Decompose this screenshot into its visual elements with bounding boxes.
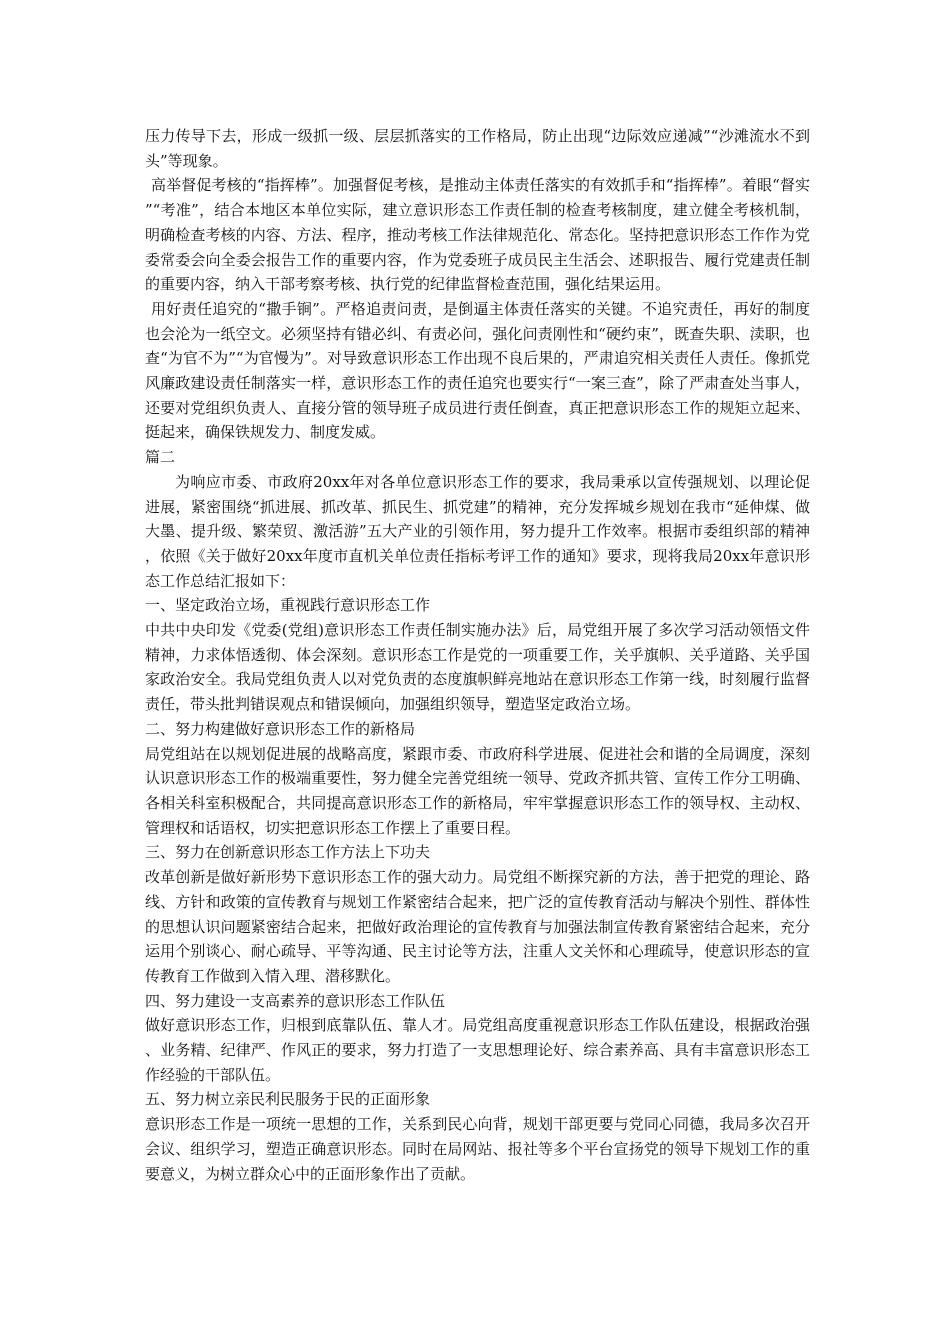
heading-innovation: 三、努力在创新意识形态工作方法上下功夫 [145,843,431,862]
heading-public-image: 五、努力树立亲民利民服务于民的正面形象 [145,1090,431,1109]
paragraph-public-image: 意识形态工作是一项统一思想的工作，关系到民心向背，规划干部更要与党同心同德，我局多次召开会议、组织学习，塑造正确意识形态。同时在局网站、报社等多个平台宣扬党的领导下规划工作的重要意义，为树立群众心中的正面形象作出了贡献。 [145,1115,810,1183]
paragraph-innovation: 改革创新是做好新形势下意识形态工作的强大动力。局党组不断探究新的方法，善于把党的理论、路线、方针和政策的宣传教育与规划工作紧密结合起来，把广泛的宣传教育活动与解决个别性、群体性的思想认识问题紧密结合起来，把做好政治理论的宣传教育与加强法制宣传教育紧密结合起来，充分运用个别谈心、耐心疏导、平等沟通、民主讨论等方法，注重人文关怀和心理疏导，使意识形态的宣传教育工作做到入情入理、潜移默化。 [145,868,810,985]
paragraph-supervision-assessment: 高举督促考核的“指挥棒”。加强督促考核，是推动主体责任落实的有效抓手和“指挥棒”。着眼“督实”“考准”，结合本地区本单位实际，建立意识形态工作责任制的检查考核制度，建立健全考核机制，明确检查考核的内容、方法、程序，推动考核工作法律规范化、常态化。坚持把意识形态工作作为党委常委会向全委会报告工作的重要内容，作为党委班子成员民主生活会、述职报告、履行党建责任制的重要内容，纳入干部考察考核、执行党的纪律监督检查范围，强化结果运用。 [145,176,810,294]
heading-political-stance: 一、坚定政治立场，重视践行意识形态工作 [145,596,431,615]
document-body [145,124,810,1186]
paragraph-pressure-transmission: 压力传导下去，形成一级抓一级、层层抓落实的工作格局，防止出现“边际效应递减”“沙滩流水不到头”等现象。 [145,127,810,170]
paragraph-new-pattern: 局党组站在以规划促进展的战略高度，紧跟市委、市政府科学进展、促进社会和谐的全局调度，深刻认识意识形态工作的极端重要性，努力健全完善党组统一领导、党政齐抓共管、宣传工作分工明确、各相关科室积极配合，共同提高意识形态工作的新格局，牢牢掌握意识形态工作的领导权、主动权、管理权和话语权，切实把意识形态工作摆上了重要日程。 [145,744,810,837]
paragraph-team-building: 做好意识形态工作，归根到底靠队伍、靠人才。局党组高度重视意识形态工作队伍建设，根据政治强、业务精、纪律严、作风正的要求，努力打造了一支思想理论好、综合素养高、具有丰富意识形态工作经验的干部队伍。 [145,1016,810,1084]
paragraph-accountability: 用好责任追究的“撒手锏”。严格追责问责，是倒逼主体责任落实的关键。不追究责任，再好的制度也会沦为一纸空文。必须坚持有错必纠、有责必问，强化问责刚性和“硬约束”，既查失职、渎职，也查“为官不为”“为官慢为”。对导致意识形态工作出现不良后果的，严肃追究相关责任人责任。像抓党风廉政建设责任制落实一样，意识形态工作的责任追究也要实行“一案三查”，除了严肃查处当事人，还要对党组织负责人、直接分管的领导班子成员进行责任倒查，真正把意识形态工作的规矩立起来、挺起来，确保铁规发力、制度发威。 [145,299,810,442]
heading-new-pattern: 二、努力构建做好意识形态工作的新格局 [145,719,416,738]
paragraph-intro: 为响应市委、市政府20xx年对各单位意识形态工作的要求，我局秉承以宣传强规划、以理论促进展，紧密围绕“抓进展、抓改革、抓民生、抓党建”的精神，充分发挥城乡规划在我市“延伸煤、做大墨、提升级、繁荣贸、激活游”五大产业的引领作用，努力提升工作效率。根据市委组织部的精神，依照《关于做好20xx年度市直机关单位责任指标考评工作的通知》要求，现将我局20xx年意识形态工作总结汇报如下： [145,472,810,590]
paragraph-political-stance: 中共中央印发《党委(党组)意识形态工作责任制实施办法》后，局党组开展了多次学习活动领悟文件精神，力求体悟透彻、体会深刻。意识形态工作是党的一项重要工作，关乎旗帜、关乎道路、关乎国家政治安全。我局党组负责人以对党负责的态度旗帜鲜亮地站在意识形态工作第一线，时刻履行监督责任，带头批判错误观点和错误倾向，加强组织领导，塑造坚定政治立场。 [145,621,810,714]
section-title: 篇二 [145,448,176,467]
heading-team-building: 四、努力建设一支高素养的意识形态工作队伍 [145,991,446,1010]
